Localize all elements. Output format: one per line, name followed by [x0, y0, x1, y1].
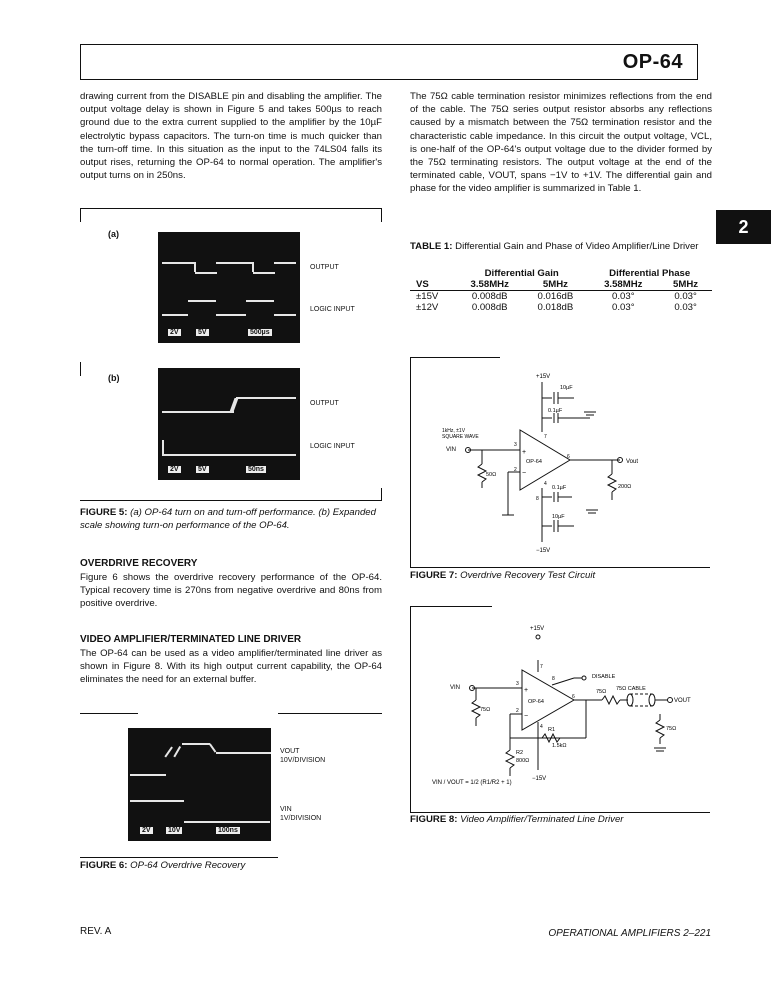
fig7-sq1: 1kHz, ±1V	[442, 428, 466, 434]
fig8-pin8: 8	[552, 676, 555, 682]
fig5a-output-label: OUTPUT	[310, 264, 339, 271]
fig7-part: OP-64	[526, 459, 542, 465]
fig7-vminus: −15V	[536, 548, 551, 554]
fig7-c1: 10µF	[560, 385, 573, 391]
table1-title-num: TABLE 1:	[410, 241, 453, 252]
fig7-vplus: +15V	[536, 374, 551, 380]
header-box	[80, 44, 698, 80]
fig7-bottom-rule	[410, 567, 710, 568]
fig6-vin-label: VIN	[280, 806, 292, 813]
video-heading: VIDEO AMPLIFIER/TERMINATED LINE DRIVER	[80, 634, 302, 645]
fig5-top-rule	[80, 208, 382, 209]
fig8-caption-num: FIGURE 8:	[410, 814, 458, 825]
fig7-vout: Vout	[626, 459, 639, 465]
fig8-rin: 75Ω	[480, 707, 491, 713]
table1-title	[410, 240, 712, 253]
fig5-mid-tick	[80, 362, 81, 376]
fig7-plus-sign: +	[522, 449, 527, 456]
table1-group-gain: Differential Gain	[484, 268, 559, 279]
fig5b-scale-2: 5V	[198, 466, 207, 473]
fig8-cable: 75Ω CABLE	[616, 686, 646, 692]
fig8-caption	[410, 814, 623, 825]
fig8-pin6: 6	[572, 694, 575, 700]
fig6-scale-1: 2V	[142, 827, 151, 834]
fig6-vout-label: VOUT	[280, 748, 300, 755]
table1-col-3: 3.58MHz	[604, 279, 643, 290]
fig5b-logic-label: LOGIC INPUT	[310, 443, 355, 450]
fig5b-scale-1: 2V	[170, 466, 179, 473]
fig8-caption-text: Video Amplifier/Terminated Line Driver	[460, 814, 624, 825]
fig5a-scale-2: 5V	[198, 329, 207, 336]
video-paragraph: The OP-64 can be used as a video amplifier/terminated line driver as shown in Figure 8. With its high output current capability, the OP-64 eliminates the need for an external buffer.	[80, 648, 382, 686]
table1-title-text: Differential Gain and Phase of Video Amplifier/Line Driver	[455, 241, 699, 252]
table-row: ±15V 0.008dB 0.016dB 0.03° 0.03°	[416, 291, 697, 302]
fig7-pin3: 3	[514, 442, 517, 448]
fig7-c2: 0.1µF	[548, 408, 563, 414]
overdrive-paragraph: Figure 6 shows the overdrive recovery performance of the OP-64. Typical recovery time is 270ns from negative overdrive and 80ns from positive overdrive.	[80, 572, 382, 610]
fig8-r1: R1	[548, 727, 556, 733]
fig8-bottom-rule	[410, 812, 710, 813]
fig6-scale-2: 10V	[168, 827, 181, 834]
fig6-caption-num: FIGURE 6:	[80, 860, 128, 871]
fig7-sq2: SQUARE WAVE	[442, 434, 479, 440]
table1-group-phase: Differential Phase	[609, 268, 691, 279]
fig7-c4: 10µF	[552, 514, 565, 520]
table1-col-4: 5MHz	[673, 279, 699, 290]
fig6-top-rule-a	[80, 713, 138, 714]
fig5-right-tick	[381, 208, 382, 222]
fig6-bottom-rule	[80, 857, 278, 858]
part-number: OP-64	[622, 51, 683, 73]
fig7-minus-sign: −	[522, 470, 527, 477]
fig5-left-tick	[80, 208, 81, 222]
fig8-left-rule	[410, 606, 411, 812]
fig5a-scope-display	[158, 232, 300, 343]
fig7-schematic	[412, 360, 712, 565]
fig8-equation: VIN / VOUT = 1/2 (R1/R2 + 1)	[432, 780, 512, 786]
fig5-bottom-rule	[80, 500, 382, 501]
table1	[410, 268, 712, 313]
fig8-rs: 75Ω	[596, 689, 607, 695]
fig5a-scale-1: 2V	[170, 329, 179, 336]
fig7-left-rule	[410, 357, 411, 567]
fig5b-output-label: OUTPUT	[310, 400, 339, 407]
fig8-vminus: −15V	[532, 776, 547, 782]
fig7-caption-text: Overdrive Recovery Test Circuit	[460, 570, 596, 581]
fig7-top-rule	[410, 357, 500, 358]
fig5-caption-text: (a) OP-64 turn on and turn-off performance. (b) Expanded scale showing turn-on performance of the OP-64.	[80, 507, 376, 531]
fig8-pin2: 2	[516, 708, 519, 714]
table1-col-1: 3.58MHz	[470, 279, 509, 290]
table-row: ±12V 0.008dB 0.018dB 0.03° 0.03°	[416, 302, 697, 313]
fig8-rt: 75Ω	[666, 726, 677, 732]
fig6-caption	[80, 860, 245, 871]
fig6-scale-3: 100ns	[218, 827, 238, 834]
fig6-scope-display	[128, 728, 271, 841]
fig7-r1: 50Ω	[486, 472, 497, 478]
fig8-disable: DISABLE	[592, 674, 616, 680]
left-intro-paragraph: drawing current from the DISABLE pin and disabling the amplifier. The output voltage delay is shown in Figure 5 and takes 500µs to reach ground due to the extra current supplied to the amplifier by the 10µF electrolytic bypass capacitors. The turn-on time is much quicker than the turn-off time. In this situation as the input to the 74LS04 falls its output rises, returning the OP-64 to normal operation. The amplifier's output turns on in 250ns.	[80, 91, 382, 182]
fig8-r2v: 800Ω	[516, 758, 530, 764]
fig7-pin2: 2	[514, 467, 517, 473]
fig5a-scale-3: 500µs	[250, 329, 270, 336]
fig8-pin7: 7	[540, 664, 543, 670]
fig5-caption	[80, 506, 382, 532]
fig5a-label: (a)	[108, 229, 119, 239]
fig6-caption-text: OP-64 Overdrive Recovery	[130, 860, 246, 871]
section-tab: 2	[716, 210, 771, 244]
fig8-pin3: 3	[516, 681, 519, 687]
fig7-pin6: 6	[567, 454, 570, 460]
fig7-caption	[410, 570, 595, 581]
fig8-vin: VIN	[450, 685, 461, 691]
fig8-vplus: +15V	[530, 626, 545, 632]
fig5b-scope-display	[158, 368, 300, 480]
fig7-pin8: 8	[536, 496, 539, 502]
fig6-top-rule-b	[278, 713, 382, 714]
fig6-vout-div: 10V/DIVISION	[280, 757, 326, 764]
overdrive-heading: OVERDRIVE RECOVERY	[80, 558, 198, 569]
right-intro-paragraph: The 75Ω cable termination resistor minimizes reflections from the end of the cable. The 75Ω series output resistor absorbs any reflections caused by a mismatch between the 75Ω termination resistor and the characteristic cable impedance. In this circuit the output voltage, VCL, is one-half of the OP-64's output voltage due to the divider formed by the 75Ω terminating resistors. The output voltage at the end of the terminated cable, VOUT, spans −1V to +1V. The differential gain and phase for the video amplifier is summarized in Table 1.	[410, 91, 712, 195]
fig7-vin: VIN	[446, 447, 457, 453]
fig8-vout: VOUT	[674, 698, 691, 704]
fig8-plus-sign: +	[524, 687, 529, 694]
fig5-caption-num: FIGURE 5:	[80, 507, 128, 518]
fig8-schematic	[412, 610, 712, 810]
fig7-pin7: 7	[544, 434, 547, 440]
fig5b-scale-3: 50ns	[248, 466, 264, 473]
fig7-caption-num: FIGURE 7:	[410, 570, 458, 581]
fig6-vin-div: 1V/DIVISION	[280, 815, 322, 822]
fig7-rl: 200Ω	[618, 484, 632, 490]
fig8-minus-sign: −	[524, 713, 529, 720]
fig8-pin4: 4	[540, 724, 543, 730]
fig8-r1v: 1.5kΩ	[552, 743, 567, 749]
fig8-part: OP-64	[528, 699, 544, 705]
footer-rev: REV. A	[80, 926, 112, 937]
fig7-pin4: 4	[544, 481, 547, 487]
table1-col-vs: VS	[416, 279, 429, 290]
fig5a-logic-label: LOGIC INPUT	[310, 306, 355, 313]
footer-section: OPERATIONAL AMPLIFIERS 2–221	[548, 928, 711, 939]
fig7-c3: 0.1µF	[552, 485, 567, 491]
fig5b-label: (b)	[108, 373, 120, 383]
fig8-top-rule	[410, 606, 492, 607]
table1-col-2: 5MHz	[542, 279, 568, 290]
fig8-r2: R2	[516, 750, 524, 756]
fig5-bottom-tick	[381, 488, 382, 500]
